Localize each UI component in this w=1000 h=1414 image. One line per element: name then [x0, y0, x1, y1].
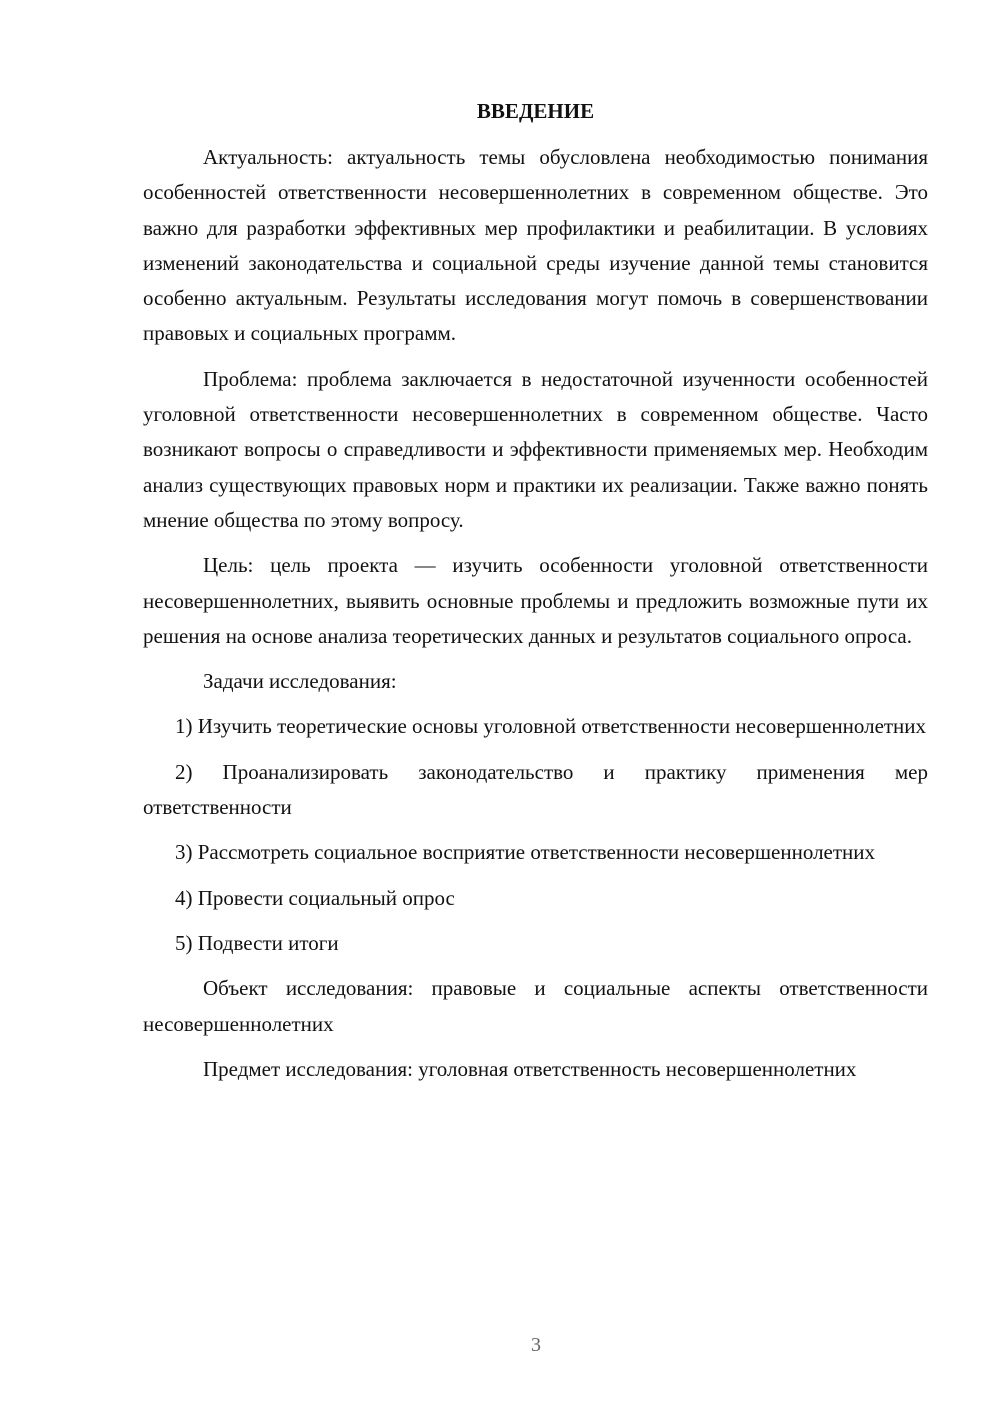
list-item-task-4: 4) Провести социальный опрос [175, 885, 455, 910]
paragraph-problem: Проблема: проблема заключается в недостаточной изученности особенностей уголовной ответственности несовершеннолетних в современном обществе. Часто возникают вопросы о справедливости и эффективности применяемых мер. Необходим анализ существующих правовых норм и практики их реализации. Также важно понять мнение общества по этому вопросу. [143, 366, 928, 532]
list-item-task-1: 1) Изучить теоретические основы уголовной ответственности несовершеннолетних [175, 714, 927, 739]
list-item-task-3: 3) Рассмотреть социальное восприятие ответственности несовершеннолетних [175, 840, 876, 865]
paragraph-tasks-heading: Задачи исследования: [203, 669, 397, 694]
list-item-task-2: 2) Проанализировать законодательство и практику применения мер ответственности [143, 759, 928, 820]
section-title: ВВЕДЕНИЕ [476, 99, 595, 123]
list-item-task-5: 5) Подвести итоги [175, 930, 339, 955]
paragraph-subject: Предмет исследования: уголовная ответственность несовершеннолетних [203, 1056, 857, 1081]
paragraph-goal: Цель: цель проекта — изучить особенности уголовной ответственности несовершеннолетних, выявить основные проблемы и предложить возможные пути их решения на основе анализа теоретических данных и результатов социального опроса. [143, 553, 928, 648]
document-page [143, 96, 928, 1097]
paragraph-object: Объект исследования: правовые и социальные аспекты ответственности несовершеннолетних [143, 976, 928, 1036]
page-number: 3 [531, 1334, 541, 1356]
paragraph-relevance: Актуальность: актуальность темы обусловлена необходимостью понимания особенностей ответственности несовершеннолетних в современном обществе. Это важно для разработки эффективных мер профилактики и реабилитации. В условиях изменений законодательства и социальной среды изучение данной темы становится особенно актуальным. Результаты исследования могут помочь в совершенствовании правовых и социальных программ. [143, 145, 928, 346]
